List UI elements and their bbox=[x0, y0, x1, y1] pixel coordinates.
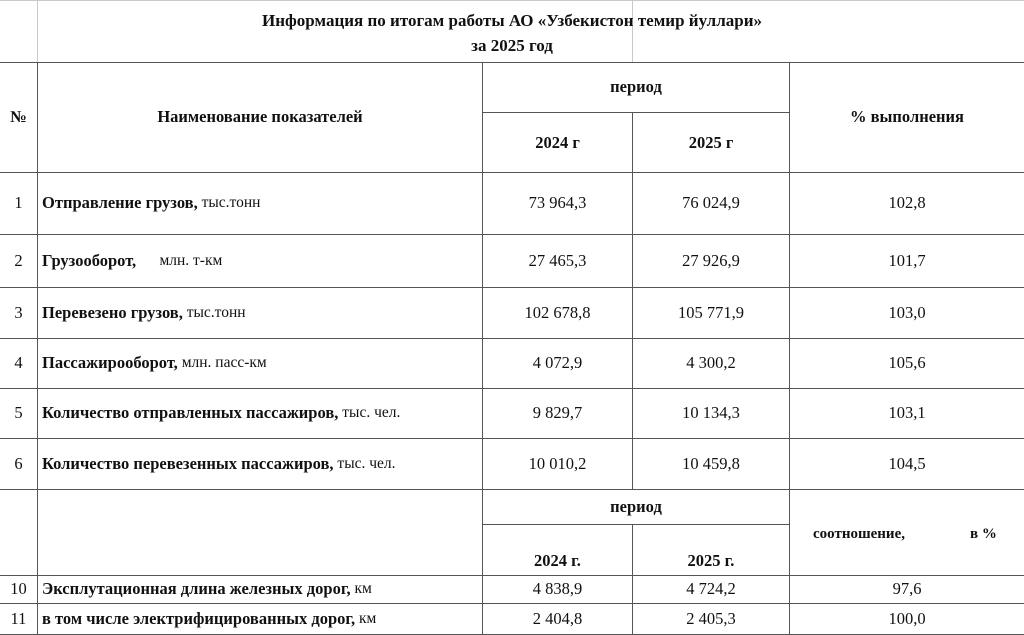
row-unit: тыс. чел. bbox=[333, 454, 396, 472]
row-name-label: в том числе электрифицированных дорог, bbox=[42, 608, 356, 628]
row-percent: 97,6 bbox=[892, 579, 922, 598]
row-unit: км bbox=[350, 580, 372, 597]
row-value-2024: 102 678,8 bbox=[524, 302, 591, 322]
row-num: 1 bbox=[14, 193, 23, 212]
header-name: Наименование показателей bbox=[157, 107, 363, 126]
row-name-label: Количество отправленных пассажиров, bbox=[42, 403, 339, 422]
row-percent: 103,1 bbox=[888, 403, 926, 422]
row-percent: 101,7 bbox=[888, 250, 926, 270]
row-value-2025: 10 459,8 bbox=[682, 453, 740, 473]
header2-ratio: соотношение, bbox=[813, 525, 905, 542]
row-unit: млн. т-км bbox=[136, 251, 223, 269]
row-name bbox=[42, 438, 480, 489]
header2-period: период bbox=[610, 496, 662, 516]
page-title: Информация по итогам работы АО «Узбекистон темир йуллари» bbox=[262, 11, 762, 30]
row-name-label: Эксплутационная длина железных дорог, bbox=[42, 579, 351, 598]
row-name-label: Грузооборот, bbox=[42, 250, 137, 270]
row-name-label: Пассажирооборот, bbox=[42, 353, 178, 372]
row-num: 3 bbox=[14, 302, 23, 322]
row-unit: млн. пасс-км bbox=[177, 354, 267, 371]
row-num: 11 bbox=[10, 608, 27, 628]
row-unit: тыс. чел. bbox=[338, 404, 401, 421]
row-name bbox=[42, 388, 480, 438]
row-name-label: Количество перевезенных пассажиров, bbox=[42, 453, 334, 473]
row-value-2024: 9 829,7 bbox=[532, 403, 583, 422]
row-unit: тыс.тонн bbox=[197, 194, 261, 211]
header2-ratio-unit: в % bbox=[970, 525, 997, 542]
row-name bbox=[42, 575, 480, 603]
row-name bbox=[42, 603, 480, 634]
row-value-2024: 27 465,3 bbox=[528, 250, 587, 270]
header2-year-2024: 2024 г. bbox=[534, 550, 581, 570]
row-unit: тыс.тонн bbox=[182, 303, 246, 321]
row-num: 2 bbox=[14, 250, 23, 270]
row-num: 6 bbox=[14, 453, 23, 473]
row-value-2024: 73 964,3 bbox=[528, 193, 587, 212]
row-value-2025: 10 134,3 bbox=[682, 403, 740, 422]
header-year-2025: 2025 г bbox=[688, 132, 734, 152]
row-name bbox=[42, 172, 480, 234]
row-value-2025: 105 771,9 bbox=[678, 302, 744, 322]
row-name-label: Перевезено грузов, bbox=[42, 302, 183, 322]
header-year-2024: 2024 г bbox=[535, 132, 580, 152]
row-value-2025: 4 724,2 bbox=[686, 579, 736, 598]
page-subtitle: за 2025 год bbox=[471, 36, 553, 55]
header-num: № bbox=[10, 107, 27, 126]
row-value-2024: 4 838,9 bbox=[532, 579, 583, 598]
row-percent: 105,6 bbox=[888, 353, 926, 372]
row-num: 5 bbox=[14, 403, 23, 422]
row-value-2025: 76 024,9 bbox=[682, 193, 740, 212]
row-num: 10 bbox=[10, 579, 27, 598]
row-percent: 102,8 bbox=[888, 193, 926, 212]
header2-year-2025: 2025 г. bbox=[687, 550, 735, 570]
row-value-2025: 27 926,9 bbox=[682, 250, 740, 270]
header-percent: % выполнения bbox=[850, 107, 964, 126]
row-value-2025: 2 405,3 bbox=[686, 608, 736, 628]
row-percent: 103,0 bbox=[888, 302, 926, 322]
header-period: период bbox=[610, 77, 662, 96]
row-name bbox=[42, 234, 480, 287]
row-value-2024: 4 072,9 bbox=[532, 353, 583, 372]
row-name-label: Отправление грузов, bbox=[42, 193, 198, 212]
row-name bbox=[42, 287, 480, 338]
row-unit: км bbox=[355, 609, 377, 627]
row-value-2024: 2 404,8 bbox=[532, 608, 583, 628]
row-percent: 104,5 bbox=[888, 453, 926, 473]
row-percent: 100,0 bbox=[888, 608, 926, 628]
row-value-2024: 10 010,2 bbox=[528, 453, 587, 473]
row-num: 4 bbox=[14, 353, 23, 372]
row-name bbox=[42, 338, 480, 388]
row-value-2025: 4 300,2 bbox=[686, 353, 736, 372]
